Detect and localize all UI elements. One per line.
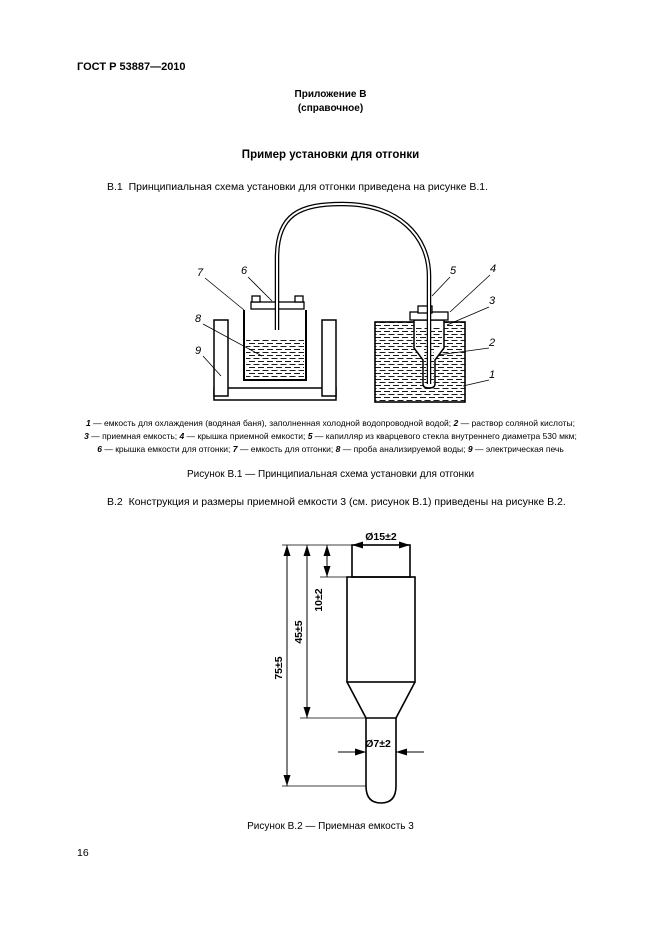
callout-3-label: 3 [488,295,496,307]
water-sample [246,338,304,378]
legend-item [454,418,575,428]
legend-line [0,443,661,456]
callout-2-label: 2 [488,337,496,349]
legend-item-text: — раствор соляной кислоты; [458,418,575,428]
legend-item-num: 6 [97,444,102,454]
callout-7-label: 7 [196,267,204,279]
legend-item-text: — приемная емкость; [88,431,180,441]
figure-b1-caption: Рисунок В.1 — Принципиальная схема установки для отгонки [186,469,475,480]
dimension-lines [287,545,424,786]
figure-b1-diagram [150,198,520,412]
legend-item [86,418,454,428]
legend-item [308,431,577,441]
legend-item-num: 1 [86,418,91,428]
dim-mid-height-label: 45±5 [293,620,305,644]
legend-item-text: — крышка емкости для отгонки; [101,444,233,454]
page-number: 16 [77,847,89,859]
paragraph-b2: В.2 Конструкция и размеры приемной емкости 3 (см. рисунок В.1) приведены на рисунке В.2. [107,496,566,508]
extension-lines [282,545,366,786]
legend-item-text: — крышка приемной емкости; [184,431,308,441]
dim-total-height-label: 75±5 [273,656,285,680]
callout-8-label: 8 [194,313,202,325]
legend-line [0,430,661,443]
legend-item-text: — проба анализируемой воды; [340,444,468,454]
legend-item [180,431,308,441]
legend-item [97,444,233,454]
legend-item-text: — емкость для отгонки; [237,444,336,454]
legend-item-num: 8 [335,444,341,454]
legend-item-text: — капилляр из кварцевого стекла внутреннего диаметра 530 мкм; [312,431,577,441]
dim-neck-height-label: 10±2 [313,588,325,612]
legend-item-num: 5 [307,431,313,441]
callout-5-leader [432,277,450,296]
legend-item-num: 9 [467,444,473,454]
dim-tube-diameter-label: Ø7±2 [365,738,391,750]
dim-top-diameter-label: Ø15±2 [365,531,397,543]
callout-6-label: 6 [240,265,248,277]
callout-5-label: 5 [449,265,457,277]
appendix-subtitle: (справочное) [297,103,364,114]
callout-7-leader [205,278,244,310]
appendix-title: Приложение В [294,89,367,100]
legend-item-text: — электрическая печь [472,444,564,454]
legend-line [0,417,661,430]
callout-3-leader [447,307,489,325]
legend-item [84,431,179,441]
figure-b2-caption: Рисунок В.2 — Приемная емкость 3 [247,821,414,832]
receiving-vessel-outline [347,545,415,803]
callout-4-leader [450,275,490,312]
figure-b2-diagram [260,528,440,818]
legend-item-num: 2 [453,418,459,428]
doc-header: ГОСТ Р 53887—2010 [77,61,186,73]
legend-item [233,444,336,454]
legend-item-text: — емкость для охлаждения (водяная баня), заполненная холодной водопроводной водой; [90,418,454,428]
legend-item-num: 3 [84,431,89,441]
paragraph-b1: В.1 Принципиальная схема установки для отгонки приведена на рисунке В.1. [107,181,489,193]
callout-4-label: 4 [489,263,497,275]
legend-item [468,444,564,454]
callout-1-leader [463,380,489,386]
callout-9-label: 9 [194,345,202,357]
figure-b1-legend [0,417,661,456]
section-heading: Пример установки для отгонки [241,149,420,161]
legend-item-num: 4 [179,431,185,441]
callout-1-label: 1 [488,369,496,381]
legend-item-num: 7 [232,444,238,454]
legend-item [336,444,468,454]
